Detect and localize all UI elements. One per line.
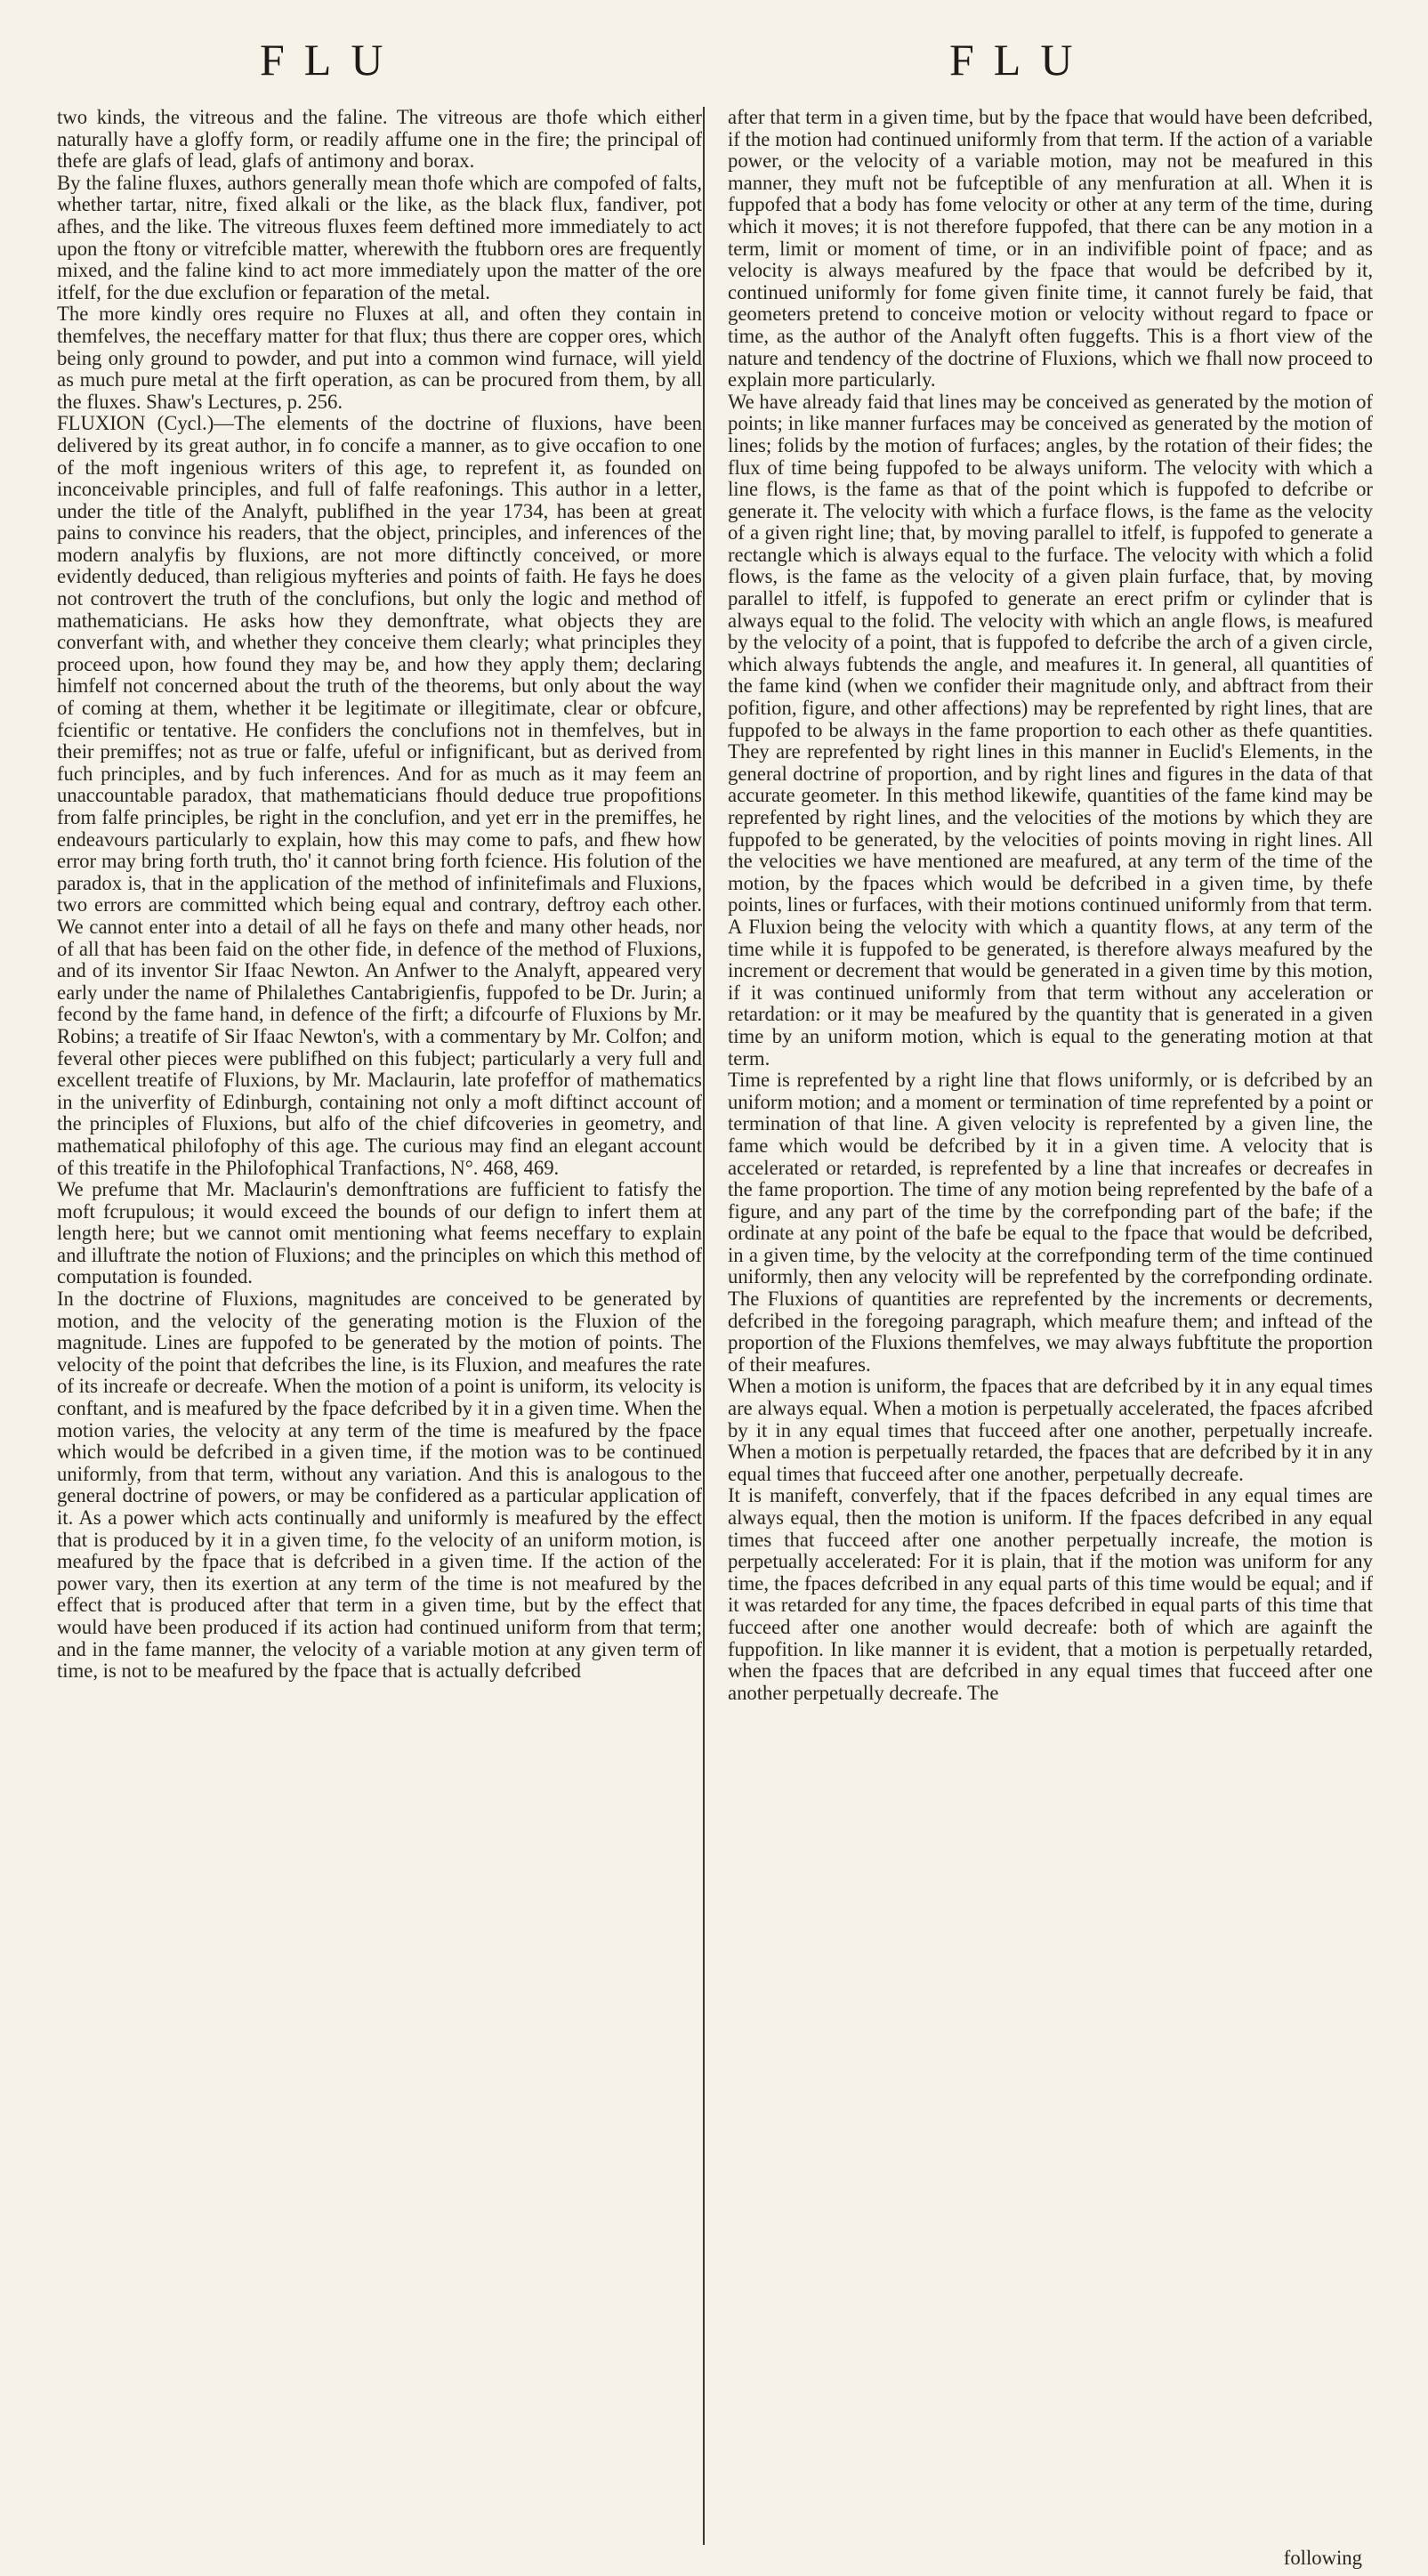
paragraph: after that term in a given time, but by the fpace that would have been defcribed, if the motion had continued uniformly from that term. If the action of a variable power, or the velocity of a variable motion, may not be meafured in this manner, they muft not be fufceptible of any menfuration at all. When it is fuppofed that a body has fome velocity or other at any term of the time, during which it moves; it is not therefore fuppofed, that there can be any motion in a term, limit or moment of time, or in an indivifible point of fpace; and as velocity is always meafured by the fpace that would be defcribed by it, continued uniformly for fome given finite time, it cannot furely be faid, that geometers pretend to conceive motion or velocity without regard to fpace or time, as the author of the Analyft often fuggefts. This is a fhort view of the nature and tendency of the doctrine of Fluxions, which we fhall now proceed to explain more particularly. xyxy=(728,107,1373,392)
paragraph: A Fluxion being the velocity with which a quantity flows, at any term of the time while it is fuppofed to be generated, is therefore always meafured by the increment or decrement that would be generated in a given time by this motion, if it was continued uniformly from that term without any acceleration or retardation: or it may be meafured by the quantity that is generated in a given time by an uniform motion, which is equal to the generating motion at that term. xyxy=(728,915,1373,1070)
paragraph: The more kindly ores require no Fluxes at all, and often they contain in themfelves, the neceffary matter for that flux; thus there are copper ores, which being only ground to powder, and put into a common wind furnace, will yield as much pure metal at the firft operation, as can be procured from them, by all the fluxes. Shaw's Lectures, p. 256. xyxy=(57,303,702,413)
paragraph: two kinds, the vitreous and the faline. The vitreous are thofe which either naturally have a gloffy form, or readily affume one in the fire; the principal of thefe are glafs of lead, glafs of antimony and borax. xyxy=(57,107,702,173)
paragraph: Time is reprefented by a right line that flows uniformly, or is defcribed by an uniform motion; and a moment or termination of time reprefented by a point or termination of that line. A given velocity is reprefented by a given line, the fame which would be defcribed by it in a given time. A velocity that is accelerated or retarded, is reprefented by a line that increafes or decreafes in the fame proportion. The time of any motion being reprefented by the bafe of a figure, and any part of the time by the correfponding part of the bafe; if the ordinate at any point of the bafe be equal to the fpace that would be defcribed, in a given time, by the velocity at the correfponding term of the time continued uniformly, then any velocity will be reprefented by the correfponding ordinate. The Fluxions of quantities are reprefented by the increments or decrements, defcribed in the foregoing paragraph, which meafure them; and inftead of the proportion of the Fluxions themfelves, we may always fubftitute the proportion of their meafures. xyxy=(728,1069,1373,1376)
paragraph: In the doctrine of Fluxions, magnitudes are conceived to be generated by motion, and the velocity of the generating motion is the Fluxion of the magnitude. Lines are fuppofed to be generated by the motion of points. The velocity of the point that defcribes the line, is its Fluxion, and meafures the rate of its increafe or decreafe. When the motion of a point is uniform, its velocity is conftant, and is meafured by the fpace defcribed by it in a given time. When the motion varies, the velocity at any term of the time is meafured by the fpace which would be defcribed in a given time, if the motion was to be continued uniformly, from that term, without any variation. And this is analogous to the general doctrine of powers, or may be confidered as a particular application of it. As a power which acts continually and uniformly is meafured by the effect that is produced by it in a given time, fo the velocity of an uniform motion, is meafured by the fpace that is defcribed in a given time. If the action of the power vary, then its exertion at any term of the time is not meafured by the effect that is produced after that term in a given time, but by the effect that would have been produced if its action had continued uniform from that term; and in the fame manner, the velocity of a variable motion at any given term of time, is not to be meafured by the fpace that is actually defcribed xyxy=(57,1288,702,1683)
paragraph: FLUXION (Cycl.)—The elements of the doctrine of fluxions, have been delivered by its great author, in fo concife a manner, as to give occafion to one of the moft ingenious writers of this age, to reprefent it, as founded on inconceivable principles, and full of falfe reafonings. This author in a letter, under the title of the Analyft, publifhed in the year 1734, has been at great pains to convince his readers, that the object, principles, and inferences of the modern analyfis by fluxions, are not more diftinctly conceived, or more evidently deduced, than religious myfteries and points of faith. He fays he does not controvert the truth of the conclufions, but only the logic and method of mathematicians. He asks how they demonftrate, what objects they are converfant with, and whether they conceive them clearly; what principles they proceed upon, how found they may be, and how they apply them; declaring himfelf not concerned about the truth of the theorems, but only about the way of coming at them, whether it be legitimate or illegitimate, clear or obfcure, fcientific or tentative. He confiders the conclufions not in themfelves, but in their premiffes; not as true or falfe, ufeful or infignificant, but as derived from fuch principles, and by fuch inferences. And for as much as it may feem an unaccountable paradox, that mathematicians fhould deduce true propofitions from falfe principles, be right in the conclufion, and yet err in the premiffes, he endeavours particularly to explain, how this may come to pafs, and fhew how error may bring forth truth, tho' it cannot bring forth fcience. His folution of the paradox is, that in the application of the method of infinitefimals and Fluxions, two errors are committed which being equal and contrary, deftroy each other. We cannot enter into a detail of all he fays on thefe and many other heads, nor of all that has been faid on the other fide, in defence of the method of Fluxions, and of its inventor Sir Ifaac Newton. An Anfwer to the Analyft, appeared very early under the name of Philalethes Cantabrigienfis, fuppofed to be Dr. Jurin; a fecond by the fame hand, in defence of the firft; a difcourfe of Fluxions by Mr. Robins; a treatife of Sir Ifaac Newton's, with a commentary by Mr. Colfon; and feveral other pieces were publifhed on this fubject; particularly a very full and excellent treatife of Fluxions, by Mr. Maclaurin, late profeffor of mathematics in the univerfity of Edinburgh, containing not only a moft diftinct account of the principles of Fluxions, but alfo of the chief difcoveries in geometry, and mathematical philofophy of this age. The curious may find an elegant account of this treatife in the Philofophical Tranfactions, N°. 468, 469. xyxy=(57,412,702,1179)
paragraph: It is manifeft, converfely, that if the fpaces defcribed in any equal times are always equal, then the motion is uniform. If the fpaces defcribed in any equal times that fucceed after one another perpetually increafe, the motion is perpetually accelerated: For it is plain, that if the motion was uniform for any time, the fpaces defcribed in any equal parts of this time would be equal; and if it was retarded for any time, the fpaces defcribed in equal parts of this time that fucceed after one another would decreafe: both of which are againft the fuppofition. In like manner it is evident, that a motion is perpetually retarded, when the fpaces that are defcribed in any equal times that fucceed after one another perpetually decreafe. The xyxy=(728,1484,1373,1704)
paragraph: When a motion is uniform, the fpaces that are defcribed by it in any equal times are always equal. When a motion is perpetually accelerated, the fpaces afcribed by it in any equal times that fucceed after one another, perpetually increafe. When a motion is perpetually retarded, the fpaces that are defcribed by it in any equal times that fucceed after one another, perpetually decreafe. xyxy=(728,1375,1373,1485)
paragraph: We have already faid that lines may be conceived as generated by the motion of points; in like manner furfaces may be conceived as generated by the motion of lines; folids by the motion of furfaces; angles, by the rotation of their fides; the flux of time being fuppofed to be always uniform. The velocity with which a line flows, is the fame as that of the point which is fuppofed to defcribe or generate it. The velocity with which a furface flows, is the fame as the velocity of a given right line; that, by moving parallel to itfelf, is fuppofed to generate a rectangle which is always equal to the furface. The velocity with which a folid flows, is the fame as the velocity of a given plain furface, that, by moving parallel to itfelf, is fuppofed to generate an erect prifm or cylinder that is always equal to the folid. The velocity with which an angle flows, is meafured by the velocity of a point, that is fuppofed to defcribe the arch of a given circle, which always fubtends the angle, and meafures it. In general, all quantities of the fame kind (when we confider their magnitude only, and abftract from their pofition, figure, and other affections) may be reprefented by right lines, that are fuppofed to be always in the fame proportion to each other as thefe quantities. They are reprefented by right lines in this manner in Euclid's Elements, in the general doctrine of proportion, and by right lines and figures in the data of that accurate geometer. In this method likewife, quantities of the fame kind may be reprefented by right lines, and the velocities of the motions by which they are fuppofed to be generated, by the velocities of points moving in right lines. All the velocities we have mentioned are meafured, at any term of the time of the motion, by the fpaces which would be defcribed in a given time, by thefe points, lines or furfaces, with their motions continued uniformly from that term. xyxy=(728,390,1373,917)
catchword: following xyxy=(1283,2547,1362,2569)
running-head-left: FLU xyxy=(260,35,403,85)
paragraph: By the faline fluxes, authors generally mean thofe which are compofed of falts, whether tartar, nitre, fixed alkali or the like, as the black flux, fandiver, pot afhes, and the like. The vitreous fluxes feem deftined more immediately to act upon the ftony or vitrefcible matter, wherewith the ftubborn ores are frequently mixed, and the faline kind to act more immediately upon the matter of the ore itfelf, for the due exclufion or feparation of the metal. xyxy=(57,171,702,303)
right-column xyxy=(728,107,1373,2545)
running-head-right: FLU xyxy=(949,35,1093,85)
left-column xyxy=(57,107,702,2545)
paragraph: We prefume that Mr. Maclaurin's demonftrations are fufficient to fatisfy the moft fcrupulous; it would exceed the bounds of our defign to infert them at length here; but we cannot omit mentioning what feems neceffary to explain and illuftrate the notion of Fluxions; and the principles on which this method of computation is founded. xyxy=(57,1178,702,1288)
column-divider xyxy=(703,107,705,2545)
